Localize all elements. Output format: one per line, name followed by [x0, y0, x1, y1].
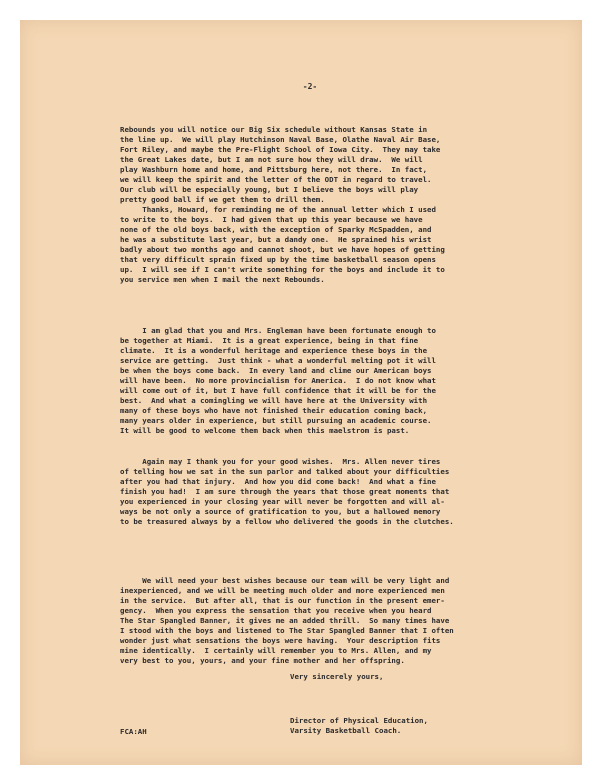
paragraph-good-wishes [120, 457, 454, 527]
text-line: I stood with the boys and listened to The Star Spangled Banner that I often [120, 626, 454, 635]
paragraph-star-spangled-banner [120, 576, 454, 666]
text-line: to write to the boys. I had given that up this year because we have [120, 215, 423, 224]
text-line: Fort Riley, and maybe the Pre-Flight School of Iowa City. They may take [120, 145, 441, 154]
paragraph-miami [120, 326, 436, 436]
text-line: mine identically. I certainly will remember you to Mrs. Allen, and my [120, 646, 432, 655]
text-line: you experienced in your closing year will never be forgotten and will al- [120, 497, 445, 506]
text-line: service are getting. Just think - what a wonderful melting pot it will [120, 356, 436, 365]
signature-title-coach: Varsity Basketball Coach. [290, 726, 402, 735]
text-line: pretty good ball if we get them to drill them. [120, 195, 325, 204]
text-line: you service men when I mail the next Rebounds. [120, 275, 325, 284]
text-line: We will need your best wishes because our team will be very light and [120, 576, 450, 585]
text-line: finish you had! I am sure through the years that those great moments that [120, 487, 450, 496]
text-line: climate. It is a wonderful heritage and experience these boys in the [120, 346, 428, 355]
text-line: very best to you, yours, and your fine mother and her offspring. [120, 656, 405, 665]
text-line: many of these boys who have not finished their education coming back, [120, 406, 428, 415]
reference-initials: FCA:AH [120, 727, 147, 736]
signature-title-director: Director of Physical Education, [290, 716, 428, 725]
closing-salutation: Very sincerely yours, [290, 672, 384, 681]
text-line: The Star Spangled Banner, it gives me an added thrill. So many times have [120, 616, 450, 625]
text-line: badly about two months ago and cannot shoot, but we have hopes of getting [120, 245, 445, 254]
text-line: Thanks, Howard, for reminding me of the annual letter which I used [120, 205, 436, 214]
text-line: It will be good to welcome them back when this maelstrom is past. [120, 426, 410, 435]
text-line: that very difficult sprain fixed up by the time basketball season opens [120, 255, 436, 264]
text-line: to be treasured always by a fellow who delivered the goods in the clutches. [120, 517, 454, 526]
text-line: Again may I thank you for your good wishes. Mrs. Allen never tires [120, 457, 441, 466]
text-line: wonder just what sensations the boys were having. Your description fits [120, 636, 441, 645]
text-line: the Great Lakes date, but I am not sure how they will draw. We will [120, 155, 423, 164]
paragraph-schedule [120, 125, 440, 205]
text-line: be when the boys come back. In every land and clime our American boys [120, 366, 432, 375]
text-line: none of the old boys back, with the exception of Sparky McSpadden, and [120, 225, 432, 234]
paragraph-annual-letter [120, 205, 445, 285]
text-line: after you had that injury. And how you did come back! And what a fine [120, 477, 436, 486]
text-line: play Washburn home and home, and Pittsburg here, not there. In fact, [120, 165, 428, 174]
letter-sheet [20, 20, 582, 765]
text-line: be together at Miami. It is a great experience, being in that fine [120, 336, 419, 345]
text-line: the line up. We will play Hutchinson Naval Base, Olathe Naval Air Base, [120, 135, 441, 144]
text-line: in the service. But after all, that is our function in the present emer- [120, 596, 445, 605]
text-line: ways be not only a source of gratification to you, but a hallowed memory [120, 507, 441, 516]
text-line: he was a substitute last year, but a dandy one. He sprained his wrist [120, 235, 432, 244]
text-line: gency. When you express the sensation that you receive when you heard [120, 606, 432, 615]
page-number: -2- [302, 82, 318, 91]
text-line: inexperienced, and we will be meeting much older and more experienced men [120, 586, 445, 595]
text-line: we will keep the spirit and the letter of the ODT in regard to travel. [120, 175, 432, 184]
text-line: will come out of it, but I have full confidence that it will be for the [120, 386, 436, 395]
text-line: best. And what a comingling we will have here at the University with [120, 396, 428, 405]
text-line: Rebounds you will notice our Big Six schedule without Kansas State in [120, 125, 428, 134]
text-line: of telling how we sat in the sun parlor and talked about your difficulties [120, 467, 450, 476]
text-line: many years older in experience, but still pursuing an academic course. [120, 416, 432, 425]
text-line: Our club will be especially young, but I believe the boys will play [120, 185, 419, 194]
text-line: will have been. No more provincialism for America. I do not know what [120, 376, 436, 385]
text-line: up. I will see if I can't write something for the boys and include it to [120, 265, 445, 274]
text-line: I am glad that you and Mrs. Engleman have been fortunate enough to [120, 326, 436, 335]
